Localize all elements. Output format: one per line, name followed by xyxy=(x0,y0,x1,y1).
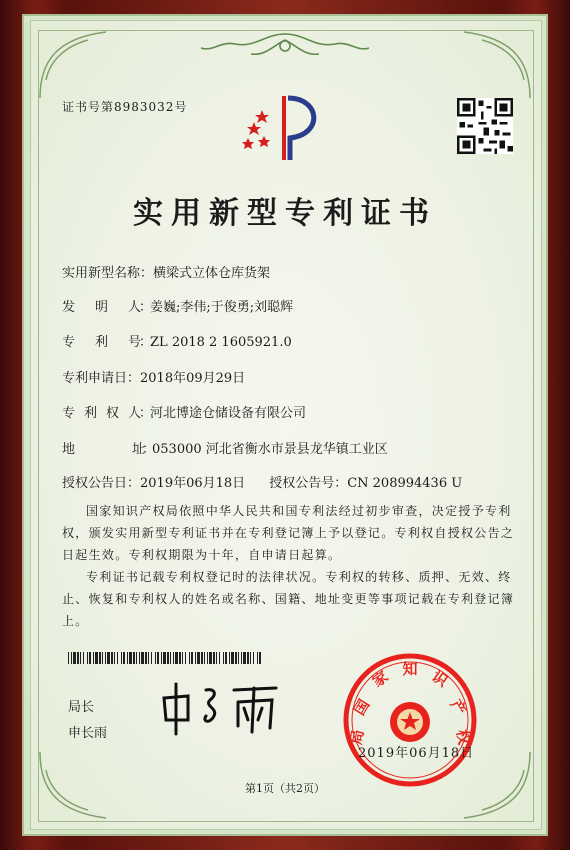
svg-text:产: 产 xyxy=(446,696,470,719)
patent-office-logo-icon xyxy=(240,92,326,164)
field-value: CN 208994436 U xyxy=(347,476,463,491)
field-label: 发 明 人： xyxy=(62,300,151,315)
svg-text:国: 国 xyxy=(350,696,374,719)
official-seal-icon xyxy=(340,650,480,790)
svg-text:权: 权 xyxy=(452,728,474,747)
certificate-title: 实用新型专利证书 xyxy=(133,196,437,231)
field-label: 专利申请日： xyxy=(62,371,141,386)
svg-text:局: 局 xyxy=(346,728,368,747)
handwritten-signature-icon xyxy=(158,676,288,736)
page-number: 第1页（共2页） xyxy=(245,782,325,795)
field-value: 河北博途仓储设备有限公司 xyxy=(150,406,307,421)
field-label: 授权公告号： xyxy=(269,476,348,491)
field-patentee xyxy=(62,402,306,421)
field-value: 横梁式立体仓库货架 xyxy=(153,266,271,281)
corner-ornament-icon xyxy=(38,30,108,100)
field-label: 专 利 号： xyxy=(62,335,151,350)
svg-text:识: 识 xyxy=(428,667,452,691)
grant-statement: 国家知识产权局依照中华人民共和国专利法经过初步审查，决定授予专利权，颁发实用新型专利证书并在专利登记簿上予以登记。专利权自授权公告之日起生效。专利权期限为十年，自申请日起算。 xyxy=(62,504,515,562)
field-label: 地 址： xyxy=(62,442,153,457)
legal-status-statement: 专利证书记载专利权登记时的法律状况。专利权的转移、质押、无效、终止、恢复和专利权人的姓名或名称、国籍、地址变更等事项记载在专利登记簿上。 xyxy=(62,570,515,628)
field-application-date xyxy=(62,367,245,386)
field-value: 2019年06月18日 xyxy=(140,476,246,491)
svg-text:家: 家 xyxy=(368,667,392,691)
certificate-number: 证书号第8983032号 xyxy=(62,100,188,114)
field-label: 实用新型名称： xyxy=(62,266,154,281)
field-value: 053000 河北省衡水市景县龙华镇工业区 xyxy=(152,442,388,457)
director-title: 局长 xyxy=(68,700,95,715)
director-name: 申长雨 xyxy=(68,726,108,741)
barcode-icon xyxy=(68,652,264,664)
field-patent-number xyxy=(62,331,292,350)
field-address xyxy=(62,438,388,457)
field-label: 授权公告日： xyxy=(62,476,141,491)
seal-date: 2019年06月18日 xyxy=(358,746,475,761)
svg-text:知: 知 xyxy=(402,660,418,678)
field-inventors xyxy=(62,296,293,315)
top-ornament-icon xyxy=(195,30,375,64)
field-label: 专 利 权 人： xyxy=(62,406,151,421)
field-value: 2018年09月29日 xyxy=(140,371,246,386)
qr-code-icon xyxy=(457,98,513,154)
field-grant-date xyxy=(62,472,462,491)
corner-ornament-icon xyxy=(462,30,532,100)
field-value: ZL 2018 2 1605921.0 xyxy=(150,335,292,350)
field-value: 姜巍;李伟;于俊勇;刘聪辉 xyxy=(150,300,294,315)
field-utility-model-name xyxy=(62,262,270,281)
